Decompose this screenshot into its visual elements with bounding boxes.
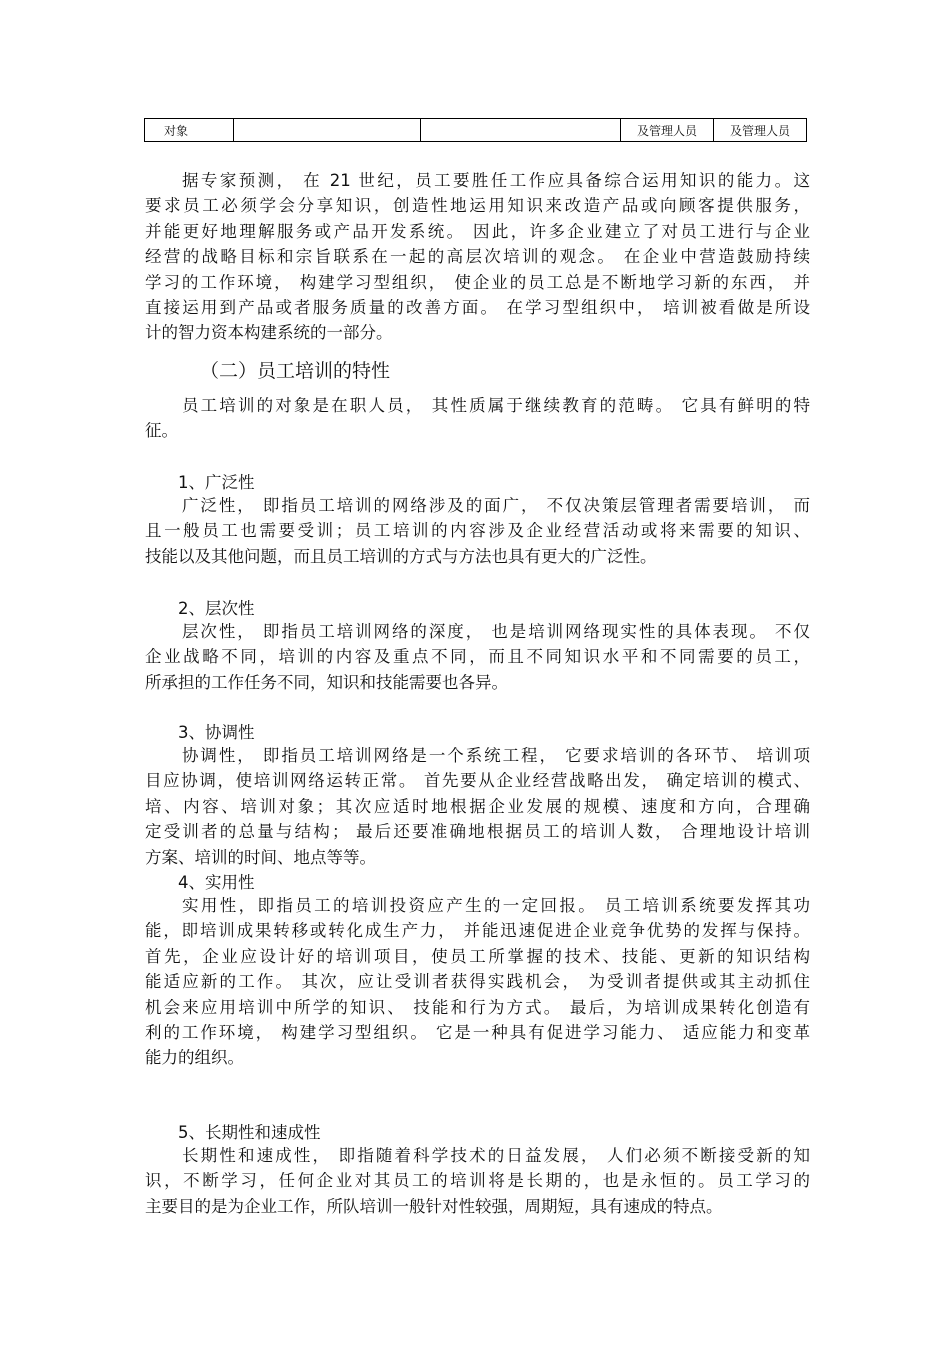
item-paragraph bbox=[145, 893, 810, 1071]
paragraph-line: 利的工作环境， 构建学习型组织。 它是一种具有促进学习能力、 适应能力和变革 bbox=[145, 1023, 810, 1043]
paragraph-line: 能力的组织。 bbox=[145, 1048, 244, 1068]
paragraph-line: 层次性， 即指员工培训网络的深度， 也是培训网络现实性的具体表现。 不仅 bbox=[182, 622, 810, 641]
paragraph-line: 目应协调，使培训网络运转正常。 首先要从企业经营战略出发， 确定培训的模式、 bbox=[145, 771, 810, 791]
item-paragraph bbox=[145, 493, 810, 569]
item-paragraph bbox=[145, 619, 810, 695]
paragraph-line: 定受训者的总量与结构； 最后还要准确地根据员工的培训人数， 合理地设计培训 bbox=[145, 822, 810, 842]
paragraph-line: 首先，企业应设计好的培训项目，使员工所掌握的技术、技能、更新的知识结构 bbox=[145, 946, 810, 966]
table-row bbox=[145, 119, 807, 142]
paragraph-line: 技能以及其他问题，而且员工培训的方式与方法也具有更大的广泛性。 bbox=[145, 546, 657, 566]
item-heading: 3、协调性 bbox=[178, 723, 255, 742]
section-intro-paragraph bbox=[145, 393, 810, 444]
paragraph-line: 实用性，即指员工的培训投资应产生的一定回报。 员工培训系统要发挥其功 bbox=[182, 896, 810, 915]
paragraph-line: 机会来应用培训中所学的知识、 技能和行为方式。 最后，为培训成果转化创造有 bbox=[145, 997, 810, 1017]
item-heading: 2、层次性 bbox=[178, 599, 255, 618]
paragraph-line: 广泛性， 即指员工培训的网络涉及的面广， 不仅决策层管理者需要培训， 而 bbox=[182, 496, 810, 515]
paragraph-line: 培、内容、培训对象；其次应适时地根据企业发展的规模、速度和方向，合理确 bbox=[145, 796, 810, 816]
item-paragraph bbox=[145, 743, 810, 870]
paragraph-line: 长期性和速成性， 即指随着科学技术的日益发展， 人们必须不断接受新的知 bbox=[182, 1146, 810, 1165]
paragraph-line: 能适应新的工作。 其次，应让受训者获得实践机会， 为受训者提供或其主动抓住 bbox=[145, 972, 810, 992]
paragraph-line: 主要目的是为企业工作，所队培训一般针对性较强，周期短，具有速成的特点。 bbox=[145, 1196, 723, 1216]
item-heading: 5、长期性和速成性 bbox=[178, 1123, 321, 1142]
paragraph-line: 学习的工作环境， 构建学习型组织， 使企业的员工总是不断地学习新的东西， 并 bbox=[145, 272, 810, 292]
paragraph-line: 能，即培训成果转移或转化成生产力， 并能迅速促进企业竞争优势的发挥与保持。 bbox=[145, 921, 810, 941]
paragraph-line: 所承担的工作任务不同，知识和技能需要也各异。 bbox=[145, 672, 508, 692]
paragraph-line: 计的智力资本构建系统的一部分。 bbox=[145, 323, 393, 343]
item-heading: 1、广泛性 bbox=[178, 473, 255, 492]
paragraph-line: 企业战略不同，培训的内容及重点不同，而且不同知识水平和不同需要的员工， bbox=[145, 647, 810, 667]
table-cell bbox=[234, 119, 421, 142]
table-cell: 对象 bbox=[145, 119, 234, 142]
paragraph-line: 且一般员工也需要受训；员工培训的内容涉及企业经营活动或将来需要的知识、 bbox=[145, 521, 810, 541]
paragraph-line: 要求员工必须学会分享知识，创造性地运用知识来改造产品或向顾客提供服务， bbox=[145, 196, 810, 216]
table-cell bbox=[421, 119, 621, 142]
header-table bbox=[144, 118, 807, 142]
item-paragraph bbox=[145, 1143, 810, 1219]
paragraph-line: 据专家预测， 在 21 世纪，员工要胜任工作应具备综合运用知识的能力。这 bbox=[182, 171, 810, 190]
paragraph-line: 经营的战略目标和宗旨联系在一起的高层次培训的观念。 在企业中营造鼓励持续 bbox=[145, 247, 810, 267]
section-title: （二）员工培训的特性 bbox=[200, 360, 391, 382]
item-heading: 4、实用性 bbox=[178, 873, 255, 892]
paragraph-line: 协调性， 即指员工培训网络是一个系统工程， 它要求培训的各环节、 培训项 bbox=[182, 746, 810, 765]
intro-paragraph bbox=[145, 168, 810, 346]
paragraph-line: 员工培训的对象是在职人员， 其性质属于继续教育的范畴。 它具有鲜明的特 bbox=[182, 396, 810, 415]
paragraph-line: 征。 bbox=[145, 421, 178, 441]
paragraph-line: 直接运用到产品或者服务质量的改善方面。 在学习型组织中， 培训被看做是所设 bbox=[145, 298, 810, 318]
paragraph-line: 并能更好地理解服务或产品开发系统。 因此，许多企业建立了对员工进行与企业 bbox=[145, 221, 810, 241]
table-cell: 及管理人员 bbox=[714, 119, 807, 142]
table-cell: 及管理人员 bbox=[621, 119, 714, 142]
paragraph-line: 方案、培训的时间、地点等等。 bbox=[145, 847, 376, 867]
paragraph-line: 识，不断学习，任何企业对其员工的培训将是长期的，也是永恒的。员工学习的 bbox=[145, 1171, 810, 1191]
